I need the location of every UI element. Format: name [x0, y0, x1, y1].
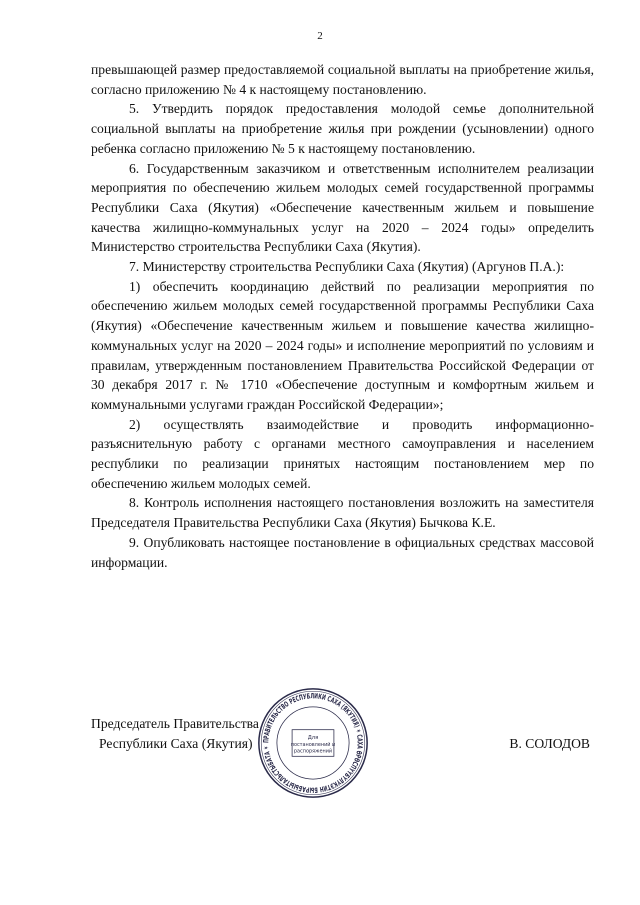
document-body: [91, 60, 594, 572]
signatory-position-line1: Председатель Правительства: [91, 716, 259, 731]
signatory-position-line2: Республики Саха (Якутия): [99, 736, 253, 751]
paragraph-item-6: 6. Государственным заказчиком и ответственным исполнителем реализации мероприятия по обеспечению жильем молодых семей государственной программы Республики Саха (Якутия) «Обеспечение качественным жильем и повышение качества жилищно-коммунальных услуг на 2020 – 2024 годы» определить Министерство строительства Республики Саха (Якутия).: [91, 160, 594, 255]
official-seal-icon: [256, 686, 370, 800]
seal-center-text-line3: распоряжений: [293, 748, 333, 755]
paragraph-continuation: превышающей размер предоставляемой социальной выплаты на приобретение жилья, согласно приложению № 4 к настоящему постановлению.: [91, 62, 594, 97]
page-number: 2: [317, 30, 323, 42]
paragraph-item-9: 9. Опубликовать настоящее постановление в официальных средствах массовой информации.: [91, 534, 594, 570]
seal-center-text-line2: постановлений и: [290, 741, 336, 748]
paragraph-item-5: 5. Утвердить порядок предоставления молодой семье дополнительной социальной выплаты на приобретение жилья при рождении (усыновлении) одного ребенка согласно приложению № 5 к настоящему постановлению.: [91, 101, 594, 156]
seal-center-text-line1: Для: [307, 735, 319, 742]
paragraph-item-7-1: 1) обеспечить координацию действий по реализации мероприятия по обеспечению жильем молодых семей государственной программы Республики Саха (Якутия) «Обеспечение качественным жильем и повышение качества жилищно-коммунальных услуг на 2020 – 2024 годы» и исполнение мероприятий по условиям и правилам, утвержденным постановлением Правительства Российской Федерации от 30 декабря 2017 г. № 1710 «Обеспечение доступным и комфортным жильем и коммунальными услугами граждан Российской Федерации»;: [91, 278, 594, 412]
paragraph-item-7-2: 2) осуществлять взаимодействие и проводить информационно-разъяснительную работу с органами местного самоуправления и населением республики по реализации принятых настоящим постановлением мер по обеспечению жильем молодых семей.: [91, 416, 594, 491]
signatory-name: В. СОЛОДОВ: [509, 736, 590, 751]
seal-outer-text: ПРАВИТЕЛЬСТВО РЕСПУБЛИКИ САХА (ЯКУТИЯ) ✶ САХА ӨРӨСПҮҮБҮЛҮКЭТИН БЫРАБЫЫТАЛЬСТЫБАТА ✶: [261, 691, 365, 795]
paragraph-item-7: 7. Министерству строительства Республики Саха (Якутия) (Аргунов П.А.):: [129, 259, 565, 275]
paragraph-item-8: 8. Контроль исполнения настоящего постановления возложить на заместителя Председателя Правительства Республики Саха (Якутия) Бычкова К.Е.: [91, 495, 594, 531]
